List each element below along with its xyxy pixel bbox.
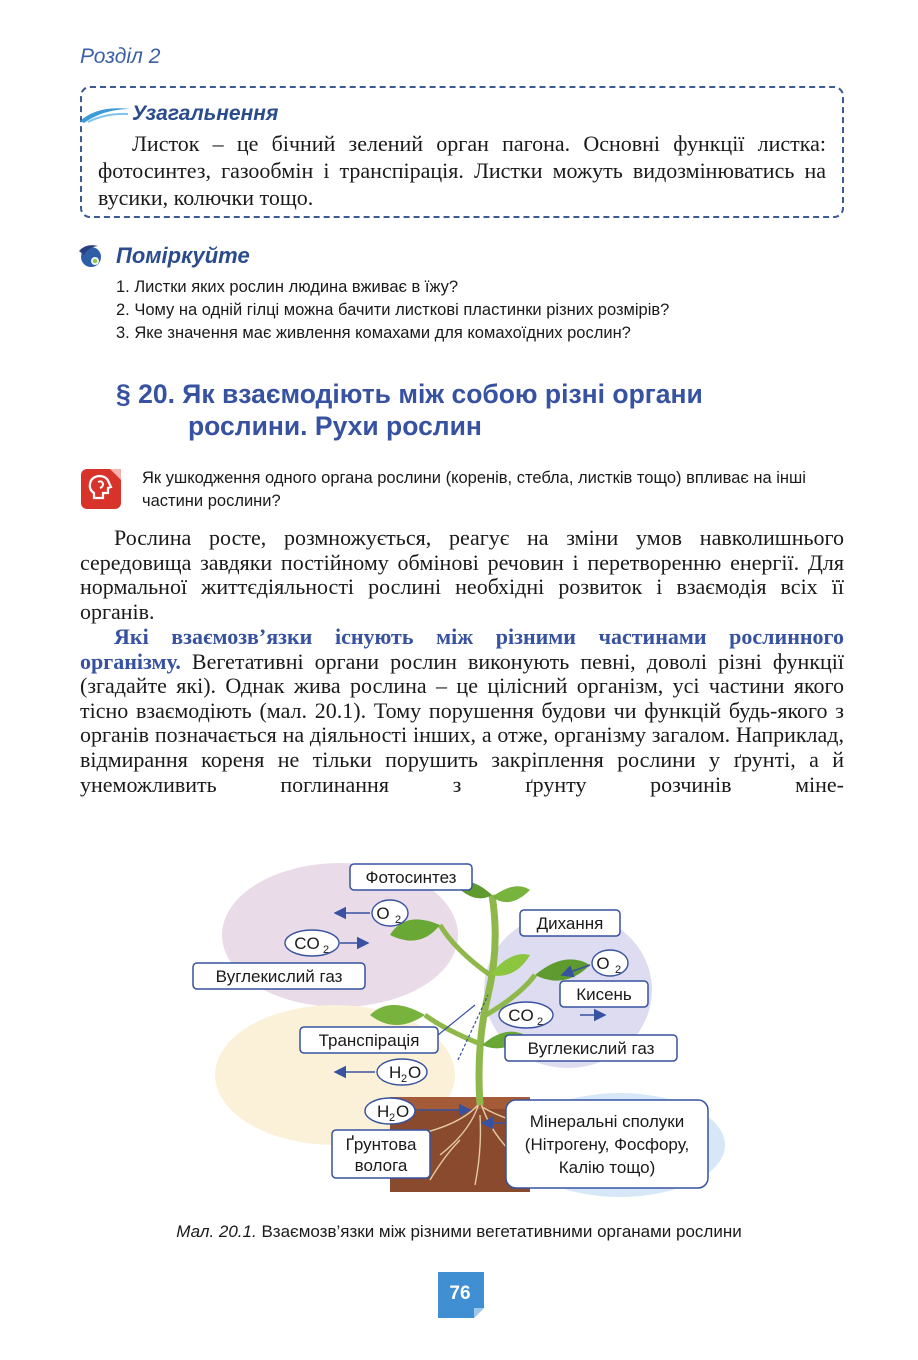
label-co2-left: CO bbox=[294, 934, 320, 953]
section-label: Розділ 2 bbox=[80, 45, 161, 68]
figure-caption bbox=[0, 1222, 918, 1242]
heading-line-1: § 20. Як взаємодіють між собою різні органи bbox=[116, 379, 703, 409]
label-h2o-lower: H bbox=[377, 1102, 390, 1121]
label-o: O bbox=[396, 1102, 410, 1121]
think-icon bbox=[76, 243, 104, 269]
label-carbon-dioxide-right: Вуглекислий газ bbox=[527, 1039, 655, 1058]
list-item: 1. Листки яких рослин людина вживає в їжу? bbox=[116, 278, 459, 296]
plant-figure bbox=[190, 855, 735, 1200]
label-minerals-2: (Нітрогену, Фосфору, bbox=[524, 1135, 690, 1154]
body-highlight: Які взаємозв’язки існують між різними частинами рослинного організму. bbox=[80, 624, 844, 674]
label-soil-moisture-1: Ґрунтова bbox=[345, 1135, 417, 1154]
label-minerals-1: Мінеральні сполуки bbox=[529, 1112, 685, 1131]
label-h2o-upper: H bbox=[389, 1063, 402, 1082]
label-o: O bbox=[408, 1063, 422, 1082]
label-minerals-3: Калію тощо) bbox=[558, 1158, 656, 1177]
body-paragraph-2 bbox=[80, 625, 844, 797]
label-transpiration: Транспірація bbox=[318, 1031, 420, 1050]
think-title: Поміркуйте bbox=[116, 243, 250, 268]
body-text: Вегетативні органи рослин виконують певні, доволі різні функції (згадайте які). Однак жива рослина – це цілісний організм, усі частини якого тісно взаємодіють (мал. 20.1). Тому порушення будови чи функцій будь-якого з органів позначається на діяльності інших, а отже, організму загалом. Наприклад, відмирання кореня не тільки порушить закріплення рослини у ґрунті, а й унеможливить поглинання з ґрунту розчинів міне- bbox=[80, 648, 844, 797]
label-o2-right: O bbox=[596, 954, 610, 973]
label-photosynthesis: Фотосинтез bbox=[365, 868, 457, 887]
label-oxygen: Кисень bbox=[576, 985, 632, 1004]
label-o2-left: O bbox=[376, 904, 390, 923]
page-number: 76 bbox=[449, 1283, 471, 1304]
label-carbon-dioxide-left: Вуглекислий газ bbox=[215, 967, 343, 986]
label-subscript: 2 bbox=[395, 914, 402, 926]
label-soil-moisture-2: волога bbox=[354, 1156, 408, 1175]
question-text: Як ушкодження одного органа рослини (коренів, стебла, листків тощо) впливає на інші частини рослини? bbox=[142, 469, 806, 510]
label-subscript: 2 bbox=[615, 964, 622, 976]
label-co2-right: CO bbox=[508, 1006, 534, 1025]
body-text: Рослина росте, розмножується, реагує на зміни умов навколишнього середовища завдяки постійному обмінові речовин і перетворенню енергії. Для нормальної життєдіяльності рослині необхідні розвиток і взаємодія всіх її органів. bbox=[80, 525, 844, 624]
think-questions bbox=[116, 276, 669, 345]
label-subscript: 2 bbox=[389, 1112, 396, 1124]
heading-line-2: рослини. Рухи рослин bbox=[188, 411, 482, 441]
summary-text: Листок – це бічний зелений орган пагона. Основні функції листка: фотосинтез, газообмін і транспірація. Листки можуть видозмінюватись на вусики, колючки тощо. bbox=[98, 131, 826, 210]
label-respiration: Дихання bbox=[536, 914, 604, 933]
caption-number: Мал. 20.1. bbox=[176, 1222, 257, 1241]
paragraph-heading bbox=[116, 378, 856, 442]
list-item: 2. Чому на одній гілці можна бачити листкові пластинки різних розмірів? bbox=[116, 301, 670, 319]
label-subscript: 2 bbox=[401, 1073, 408, 1085]
body-paragraph-1 bbox=[80, 526, 844, 624]
swoosh-icon bbox=[78, 103, 132, 125]
label-subscript: 2 bbox=[323, 944, 330, 956]
page-number-badge bbox=[436, 1270, 486, 1320]
question-head-icon bbox=[80, 468, 122, 510]
list-item: 3. Яке значення має живлення комахами для комахоїдних рослин? bbox=[116, 324, 631, 342]
label-subscript: 2 bbox=[537, 1016, 544, 1028]
summary-title: Узагальнення bbox=[132, 102, 279, 125]
caption-text: Взаємозв’язки між різними вегетативними органами рослини bbox=[256, 1222, 742, 1241]
